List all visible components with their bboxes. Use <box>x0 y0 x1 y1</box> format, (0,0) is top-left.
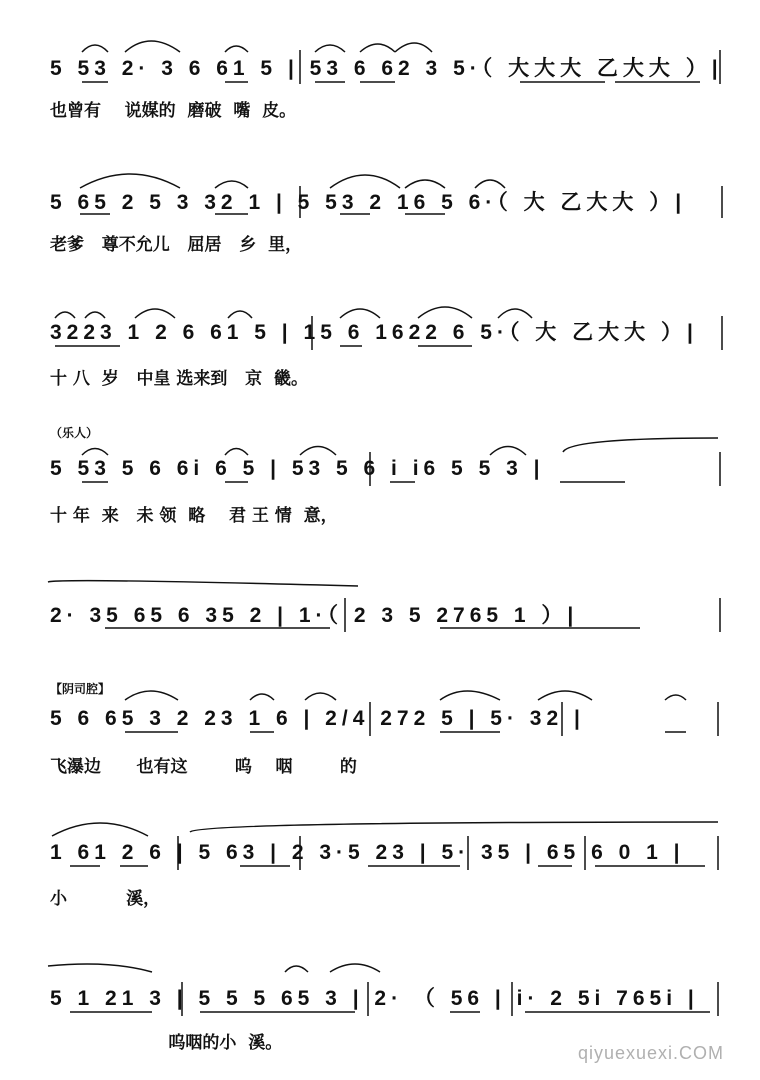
notation-line-5: 2· 35 65 6 35 2 | 1·（ 2 3 5 2765 1 ）| <box>50 604 579 627</box>
lyric-line-2: 老爹 尊不允儿 屈居 乡 里， <box>50 235 303 255</box>
lyric-line-4: 十 年 来 未 领 略 君 王 情 意， <box>50 506 338 526</box>
notation-line-3: 3223 1 2 6 61 5 | 15 6 1622 6 5·（ 大 乙大大 ）| <box>50 321 698 344</box>
site-watermark: qiyuexuexi.COM <box>577 1043 724 1063</box>
lyric-line-7: 小 溪， <box>50 889 161 909</box>
lyric-line-8: 呜咽的小 溪。 <box>50 1033 283 1053</box>
lyric-line-6: 飞瀑边 也有这 呜 咽 的 <box>50 757 357 777</box>
music-person-marker: （乐人） <box>50 426 99 440</box>
notation-line-2: 5 65 2 5 3 32 1 | 5 53 2 16 5 6·（ 大 乙大大 ）| <box>50 191 687 214</box>
lyric-line-1: 也曾有 说媒的 磨破 嘴 皮。 <box>50 101 297 121</box>
notation-line-7: 1 61 2 6 | 5 63 | 2 3·5 23 | 5· 35 | 65 6 0 1 | <box>50 841 685 864</box>
lyric-line-3: 十 八 岁 中皇 选来到 京 畿。 <box>50 369 309 389</box>
yin-si-qiang-marker: 【阴司腔】 <box>50 682 111 696</box>
notation-line-8: 5 1 21 3 | 5 5 5 65 3 | 2· （ 56 | i· 2 5i 765i | <box>50 987 699 1010</box>
notation-line-6: 5 6 65 3 2 23 1 6 | 2/4 272 5 | 5· 32 | <box>50 707 585 730</box>
notation-line-1: 5 53 2· 3 6 61 5 | 53 6 62 3 5·（ 大大大 乙大大 ）| <box>50 57 723 80</box>
notation-line-4: 5 53 5 6 6i 6 5 | 53 5 6 i i6 5 5 3 | <box>50 457 545 480</box>
